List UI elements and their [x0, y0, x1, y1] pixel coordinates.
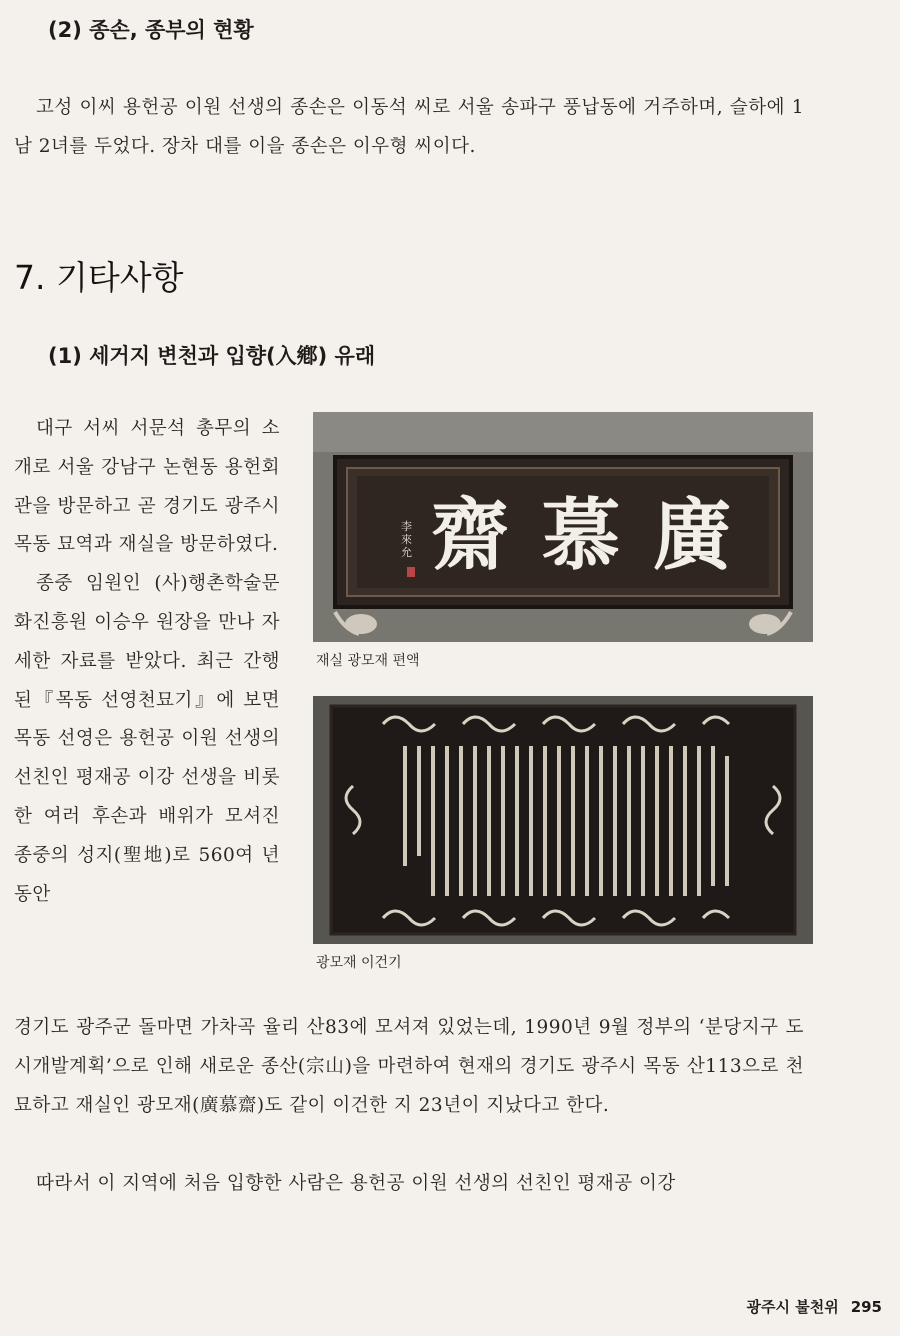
paragraph-records: 종중 임원인 (사)행촌학술문화진흥원 이승우 원장을 만나 자세한 자료를 받았다. 최근 간행된『목동 선영천묘기』에 보면 목동 선영은 용헌공 이원 선생의 선친인 평재공 이강 선생을 비롯한 여러 후손과 배위가 모셔진 종중의 성지(聖地)로 560여 년 동안 [14, 573, 280, 905]
paragraph-visit: 대구 서씨 서문석 총무의 소개로 서울 강남구 논현동 용헌회관을 방문하고 곧 경기도 광주시 목동 묘역과 재실을 방문하였다. [14, 418, 280, 556]
chapter-title: 7. 기타사항 [14, 258, 184, 297]
page-number: 295 [850, 1298, 882, 1316]
paragraph-head-family: 고성 이씨 용헌공 이원 선생의 종손은 이동석 씨로 서울 송파구 풍납동에 거주하며, 슬하에 1남 2녀를 두었다. 장차 대를 이을 종손은 이우형 씨이다. [14, 97, 804, 157]
text-column [14, 410, 280, 914]
plaque-char-3: 廣 [652, 490, 731, 581]
plaque-char-1: 齋 [431, 490, 510, 581]
caption-record-board: 광모재 이건기 [316, 955, 402, 971]
paragraph-first-settler: 따라서 이 지역에 처음 입향한 사람은 용헌공 이원 선생의 선친인 평재공 이강 [36, 1173, 676, 1194]
photo-record-board [313, 696, 813, 944]
paragraph-relocation: 경기도 광주군 돌마면 가차곡 율리 산83에 모셔져 있었는데, 1990년 9월 정부의 ‘분당지구 도시개발계획’으로 인해 새로운 종산(宗山)을 마련하여 현재의 경기도 광주시 목동 산113으로 천묘하고 재실인 광모재(廣慕齋)도 같이 이건한 지 23년이 지났다고 한다. [14, 1017, 804, 1116]
plaque-signature: 李來允 [401, 520, 412, 559]
section-heading-head-family: (2) 종손, 종부의 현황 [48, 18, 254, 42]
section-heading-settlement: (1) 세거지 변천과 입향(入鄕) 유래 [48, 344, 376, 368]
running-title: 광주시 불천위 [746, 1298, 839, 1316]
plaque-characters [431, 474, 731, 584]
caption-plaque: 재실 광모재 편액 [316, 653, 420, 669]
page-footer [747, 1296, 882, 1317]
record-board-illustration [313, 696, 813, 944]
photo-plaque [313, 412, 813, 642]
plaque-char-2: 慕 [541, 490, 620, 581]
